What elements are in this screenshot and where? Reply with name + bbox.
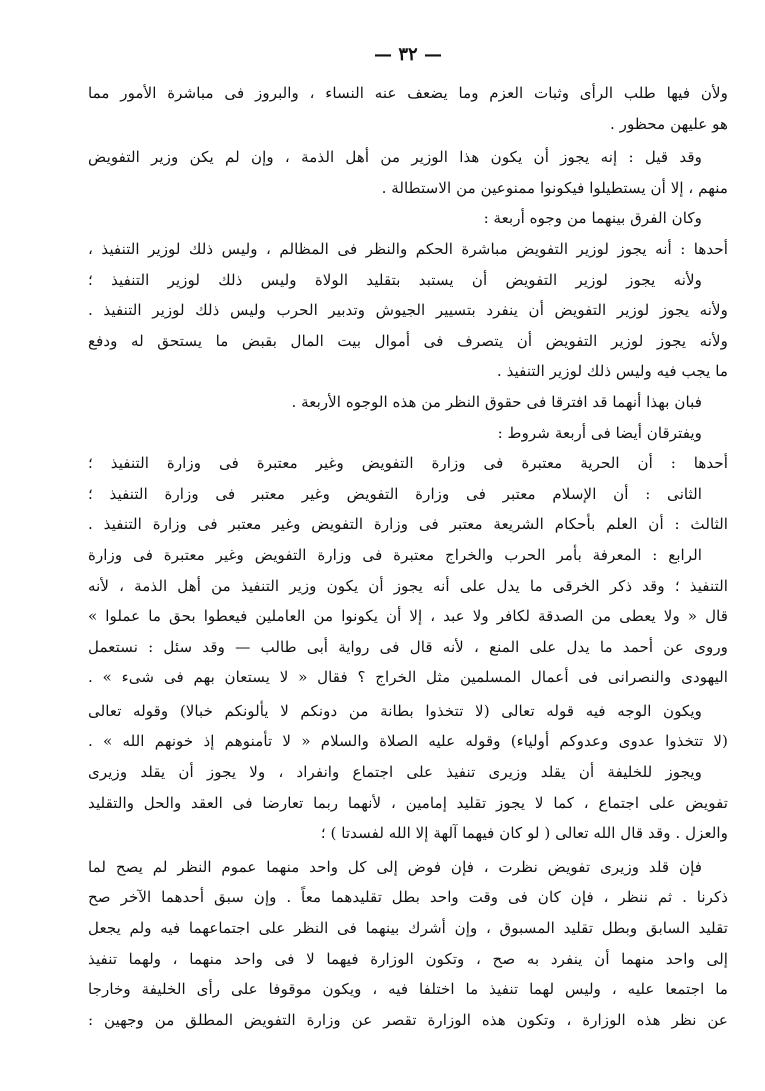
text-line: التنفيذ ؛ وقد ذكر الخرقى ما يدل على أنه يجوز أن يكون وزير التنفيذ من أهل الذمة ، لأنه [88, 576, 728, 595]
text-line: قال « ولا يعطى من الصدقة لكافر ولا عبد ، إلا أن يكونوا من العاملين فيعطوا بحق ما عملوا » [88, 607, 728, 626]
text-line: ما يجب فيه وليس ذلك لوزير التنفيذ . [496, 362, 728, 381]
body-text [88, 78, 728, 1035]
text-line: اليهودى والنصرانى فى أعمال المسلمين مثل الخراج ؟ فقال « لا يستعان بهم فى شىء » . [88, 668, 728, 687]
text-line: وقد قيل : إنه يجوز أن يكون هذا الوزير من أهل الذمة ، وإن لم يكن وزير التفويض [88, 148, 702, 167]
text-line: ولأنه يجوز لوزير التفويض أن ينفرد بتسيير الجيوش وتدبير الحرب وليس ذلك لوزير التنفيذ . [88, 301, 728, 320]
text-line: تفويض على اجتماع ، كما لا يجوز تقليد إمامين ، لأنهما ربما تعارضا فى العقد والحل والتقليد [88, 793, 728, 812]
text-line: ويكون الوجه فيه قوله تعالى (لا تتخذوا بطانة من دونكم لا يألونكم خبالا) وقوله تعالى [88, 701, 702, 720]
text-line: ولأن فيها طلب الرأى وثبات العزم وما يضعف عنه النساء ، والبروز فى مباشرة الأمور مما [88, 84, 728, 102]
text-line: هو عليهن محظور . [610, 114, 728, 133]
text-line: (لا تتخذوا عدوى وعدوكم أولياء) وقوله عليه الصلاة والسلام « لا تأمنوهم إذ خونهم الله » . [88, 732, 728, 751]
page-number: — ٣٢ — [374, 44, 442, 65]
text-line: والعزل . وقد قال الله تعالى ( لو كان فيهما آلهة إلا الله لفسدتا ) ؛ [320, 824, 728, 843]
text-line: وكان الفرق بينهما من وجوه أربعة : [483, 209, 702, 228]
text-line: وروى عن أحمد ما يدل على المنع ، لأنه قال فى رواية أبى طالب — وقد سئل : نستعمل [88, 637, 728, 656]
text-line: ولأنه يجوز لوزير التفويض أن يتصرف فى أموال بيت المال بقبض ما يستحق له ودفع [88, 331, 728, 350]
text-line: ويجوز للخليفة أن يقلد وزيرى تنفيذ على اجتماع وانفراد ، ولا يجوز أن يقلد وزيرى [88, 763, 702, 782]
text-line: أحدها : أن الحرية معتبرة فى وزارة التفويض وغير معتبرة فى وزارة التنفيذ ؛ [88, 454, 728, 473]
text-line: أحدها : أنه يجوز لوزير التفويض مباشرة الحكم والنظر فى المظالم ، وليس ذلك لوزير التنفيذ ، [88, 239, 728, 258]
text-line: فإن قلد وزيرى تفويض نظرت ، فإن فوض إلى كل واحد منهما عموم النظر لم يصح لما [88, 857, 702, 876]
text-line: منهم ، إلا أن يستطيلوا فيكونوا ممنوعين من الاستطالة . [381, 178, 728, 197]
text-line: ولأنه يجوز لوزير التفويض أن يستبد بتقليد الولاة وليس ذلك لوزير التنفيذ ؛ [88, 270, 702, 289]
text-line: الثانى : أن الإسلام معتبر فى وزارة التفويض وغير معتبر فى وزارة التنفيذ ؛ [88, 484, 702, 503]
document-page [88, 34, 728, 1074]
text-line: ذكرنا . ثم ننظر ، فإن كان فى وقت واحد بطل تقليدهما معاً . وإن سبق أحدهما الآخر صح [88, 888, 728, 907]
text-line: إلى واحد منهما أن ينفرد به صح ، وتكون الوزارة فيهما لا فى واحد منهما ، ولهما تنفيذ [88, 949, 728, 968]
text-line: عن نظر هذه الوزارة ، وتكون هذه الوزارة تقصر عن وزارة التفويض المطلق من وجهين : [88, 1010, 728, 1029]
text-line: تقليد السابق وبطل تقليد المسبوق ، وإن أشرك بينهما فى النظر على اجتماعهما فيه ولم يجعل [88, 919, 728, 938]
text-line: فبان بهذا أنهما قد افترقا فى حقوق النظر من هذه الوجوه الأربعة . [291, 392, 702, 411]
text-line: ما اجتمعا عليه ، وليس لهما تنفيذ ما اختلفا فيه ، ويكون موقوفا على رأى الخليفة وخارجا [88, 980, 728, 999]
text-line: الثالث : أن العلم بأحكام الشريعة معتبر فى وزارة التفويض وغير معتبر فى وزارة التنفيذ . [88, 515, 728, 534]
text-line: الرابع : المعرفة بأمر الحرب والخراج معتبرة فى وزارة التفويض وغير معتبرة فى وزارة [88, 545, 702, 564]
text-line: ويفترقان أيضا فى أربعة شروط : [497, 423, 702, 442]
